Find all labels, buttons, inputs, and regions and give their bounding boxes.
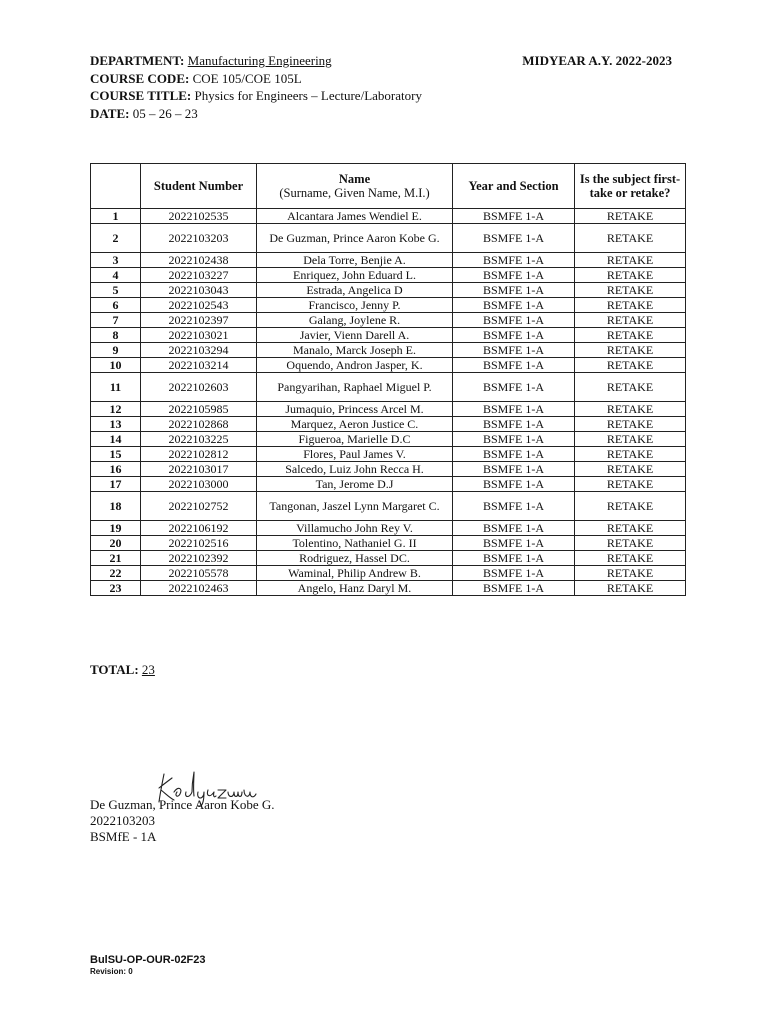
student-number-cell: 2022103294 [141, 343, 257, 358]
year-section-cell: BSMFE 1-A [453, 298, 575, 313]
table-row [91, 477, 686, 492]
row-number: 19 [91, 521, 141, 536]
year-section-column-header: Year and Section [453, 164, 575, 209]
status-cell: RETAKE [575, 447, 686, 462]
row-number: 14 [91, 432, 141, 447]
total-label: TOTAL: [90, 662, 139, 677]
student-number-cell: 2022103225 [141, 432, 257, 447]
student-name-cell: Tangonan, Jaszel Lynn Margaret C. [257, 492, 453, 521]
student-name-cell: Jumaquio, Princess Arcel M. [257, 402, 453, 417]
year-section-cell: BSMFE 1-A [453, 462, 575, 477]
student-name-cell: Figueroa, Marielle D.C [257, 432, 453, 447]
status-cell: RETAKE [575, 313, 686, 328]
student-name-cell: Pangyarihan, Raphael Miguel P. [257, 373, 453, 402]
table-row [91, 417, 686, 432]
year-section-cell: BSMFE 1-A [453, 447, 575, 462]
student-name-cell: Angelo, Hanz Daryl M. [257, 581, 453, 596]
row-number: 8 [91, 328, 141, 343]
student-number-cell: 2022102543 [141, 298, 257, 313]
student-name-cell: Alcantara James Wendiel E. [257, 209, 453, 224]
year-section-cell: BSMFE 1-A [453, 373, 575, 402]
year-section-cell: BSMFE 1-A [453, 253, 575, 268]
student-name-cell: Waminal, Philip Andrew B. [257, 566, 453, 581]
row-number: 11 [91, 373, 141, 402]
status-cell: RETAKE [575, 402, 686, 417]
year-section-cell: BSMFE 1-A [453, 492, 575, 521]
year-section-cell: BSMFE 1-A [453, 402, 575, 417]
student-number-cell: 2022105985 [141, 402, 257, 417]
status-cell: RETAKE [575, 462, 686, 477]
row-number: 6 [91, 298, 141, 313]
student-number-cell: 2022102463 [141, 581, 257, 596]
student-number-column-header: Student Number [141, 164, 257, 209]
student-number-cell: 2022102752 [141, 492, 257, 521]
name-column-subtitle: (Surname, Given Name, M.I.) [279, 186, 430, 200]
row-number: 20 [91, 536, 141, 551]
student-number-cell: 2022103227 [141, 268, 257, 283]
status-cell: RETAKE [575, 566, 686, 581]
form-code: BulSU-OP-OUR-02F23 [90, 954, 206, 966]
table-row [91, 268, 686, 283]
student-number-cell: 2022103000 [141, 477, 257, 492]
table-row [91, 462, 686, 477]
student-name-cell: Flores, Paul James V. [257, 447, 453, 462]
status-column-header: Is the subject first-take or retake? [575, 164, 686, 209]
student-number-cell: 2022102397 [141, 313, 257, 328]
table-row [91, 447, 686, 462]
student-number-cell: 2022102603 [141, 373, 257, 402]
table-row [91, 209, 686, 224]
signatory-student-number: 2022103203 [90, 813, 155, 828]
course-title-line [90, 87, 680, 105]
student-name-cell: Oquendo, Andron Jasper, K. [257, 358, 453, 373]
student-name-cell: Marquez, Aeron Justice C. [257, 417, 453, 432]
table-row [91, 224, 686, 253]
date-line [90, 105, 680, 123]
year-section-cell: BSMFE 1-A [453, 283, 575, 298]
course-title-label: COURSE TITLE: [90, 88, 192, 103]
student-number-cell: 2022102868 [141, 417, 257, 432]
course-code-label: COURSE CODE: [90, 70, 190, 86]
student-number-cell: 2022102392 [141, 551, 257, 566]
status-cell: RETAKE [575, 328, 686, 343]
student-number-cell: 2022102812 [141, 447, 257, 462]
student-name-cell: Enriquez, John Eduard L. [257, 268, 453, 283]
table-header-row [91, 164, 686, 209]
year-section-cell: BSMFE 1-A [453, 536, 575, 551]
department-label: DEPARTMENT: [90, 53, 185, 68]
table-row [91, 373, 686, 402]
status-cell: RETAKE [575, 283, 686, 298]
department-line [90, 52, 680, 70]
total-value: 23 [141, 662, 155, 677]
table-row [91, 536, 686, 551]
name-column-title: Name [338, 172, 371, 186]
student-name-cell: Estrada, Angelica D [257, 283, 453, 298]
student-name-cell: Salcedo, Luiz John Recca H. [257, 462, 453, 477]
status-cell: RETAKE [575, 492, 686, 521]
status-cell: RETAKE [575, 209, 686, 224]
student-number-cell: 2022103203 [141, 224, 257, 253]
row-number: 1 [91, 209, 141, 224]
row-number: 9 [91, 343, 141, 358]
table-row [91, 432, 686, 447]
table-row [91, 343, 686, 358]
year-section-cell: BSMFE 1-A [453, 358, 575, 373]
student-name-cell: Javier, Vienn Darell A. [257, 328, 453, 343]
student-number-cell: 2022103043 [141, 283, 257, 298]
status-cell: RETAKE [575, 521, 686, 536]
signatory-section: BSMfE - 1A [90, 829, 157, 844]
student-name-cell: Tan, Jerome D.J [257, 477, 453, 492]
status-cell: RETAKE [575, 358, 686, 373]
year-section-cell: BSMFE 1-A [453, 343, 575, 358]
year-section-cell: BSMFE 1-A [453, 477, 575, 492]
table-row [91, 358, 686, 373]
year-section-cell: BSMFE 1-A [453, 581, 575, 596]
status-cell: RETAKE [575, 581, 686, 596]
table-row [91, 298, 686, 313]
status-cell: RETAKE [575, 551, 686, 566]
department-value: Manufacturing Engineering [187, 53, 332, 68]
student-number-cell: 2022105578 [141, 566, 257, 581]
student-number-cell: 2022103021 [141, 328, 257, 343]
year-section-cell: BSMFE 1-A [453, 432, 575, 447]
table-row [91, 283, 686, 298]
row-number: 15 [91, 447, 141, 462]
year-section-cell: BSMFE 1-A [453, 224, 575, 253]
year-section-cell: BSMFE 1-A [453, 268, 575, 283]
student-number-cell: 2022106192 [141, 521, 257, 536]
table-row [91, 402, 686, 417]
status-cell: RETAKE [575, 432, 686, 447]
revision-label: Revision: 0 [90, 967, 133, 976]
student-name-cell: Villamucho John Rey V. [257, 521, 453, 536]
row-number: 7 [91, 313, 141, 328]
student-number-cell: 2022102438 [141, 253, 257, 268]
status-cell: RETAKE [575, 224, 686, 253]
student-name-cell: Tolentino, Nathaniel G. II [257, 536, 453, 551]
row-number: 5 [91, 283, 141, 298]
student-name-cell: Francisco, Jenny P. [257, 298, 453, 313]
status-cell: RETAKE [575, 536, 686, 551]
name-column-header [257, 164, 453, 209]
row-number: 21 [91, 551, 141, 566]
year-section-cell: BSMFE 1-A [453, 566, 575, 581]
document-footer [90, 954, 206, 977]
table-row [91, 492, 686, 521]
signatory-name: De Guzman, Prince Aaron Kobe G. [90, 797, 275, 812]
row-number: 2 [91, 224, 141, 253]
row-number: 18 [91, 492, 141, 521]
student-roster-table [90, 163, 686, 596]
year-section-cell: BSMFE 1-A [453, 521, 575, 536]
row-number: 4 [91, 268, 141, 283]
year-section-cell: BSMFE 1-A [453, 417, 575, 432]
student-name-cell: Galang, Joylene R. [257, 313, 453, 328]
row-number: 22 [91, 566, 141, 581]
student-number-cell: 2022102516 [141, 536, 257, 551]
table-body [91, 209, 686, 596]
row-number: 16 [91, 462, 141, 477]
row-number: 17 [91, 477, 141, 492]
signatory-block [90, 797, 274, 845]
year-section-cell: BSMFE 1-A [453, 313, 575, 328]
row-number: 3 [91, 253, 141, 268]
student-number-cell: 2022103214 [141, 358, 257, 373]
date-label: DATE: [90, 105, 130, 121]
status-cell: RETAKE [575, 477, 686, 492]
table-row [91, 566, 686, 581]
row-number: 10 [91, 358, 141, 373]
table-row [91, 313, 686, 328]
course-code-value: COE 105/COE 105L [192, 70, 302, 86]
year-section-cell: BSMFE 1-A [453, 209, 575, 224]
table-row [91, 521, 686, 536]
status-cell: RETAKE [575, 373, 686, 402]
year-section-cell: BSMFE 1-A [453, 551, 575, 566]
student-name-cell: Rodriguez, Hassel DC. [257, 551, 453, 566]
student-name-cell: Dela Torre, Benjie A. [257, 253, 453, 268]
course-title-value: Physics for Engineers – Lecture/Laboratory [194, 88, 422, 103]
status-cell: RETAKE [575, 268, 686, 283]
row-number: 23 [91, 581, 141, 596]
total-line [90, 662, 155, 678]
table-row [91, 253, 686, 268]
student-number-cell: 2022102535 [141, 209, 257, 224]
term-label: MIDYEAR A.Y. 2022-2023 [522, 53, 672, 68]
status-cell: RETAKE [575, 253, 686, 268]
row-number: 12 [91, 402, 141, 417]
table-row [91, 328, 686, 343]
status-cell: RETAKE [575, 343, 686, 358]
student-name-cell: Manalo, Marck Joseph E. [257, 343, 453, 358]
date-value: 05 – 26 – 23 [132, 105, 198, 121]
table-row [91, 551, 686, 566]
row-number: 13 [91, 417, 141, 432]
index-column-header [91, 164, 141, 209]
status-cell: RETAKE [575, 298, 686, 313]
year-section-cell: BSMFE 1-A [453, 328, 575, 343]
course-code-line [90, 70, 680, 88]
student-number-cell: 2022103017 [141, 462, 257, 477]
status-cell: RETAKE [575, 417, 686, 432]
document-header [90, 52, 680, 122]
table-row [91, 581, 686, 596]
student-name-cell: De Guzman, Prince Aaron Kobe G. [257, 224, 453, 253]
